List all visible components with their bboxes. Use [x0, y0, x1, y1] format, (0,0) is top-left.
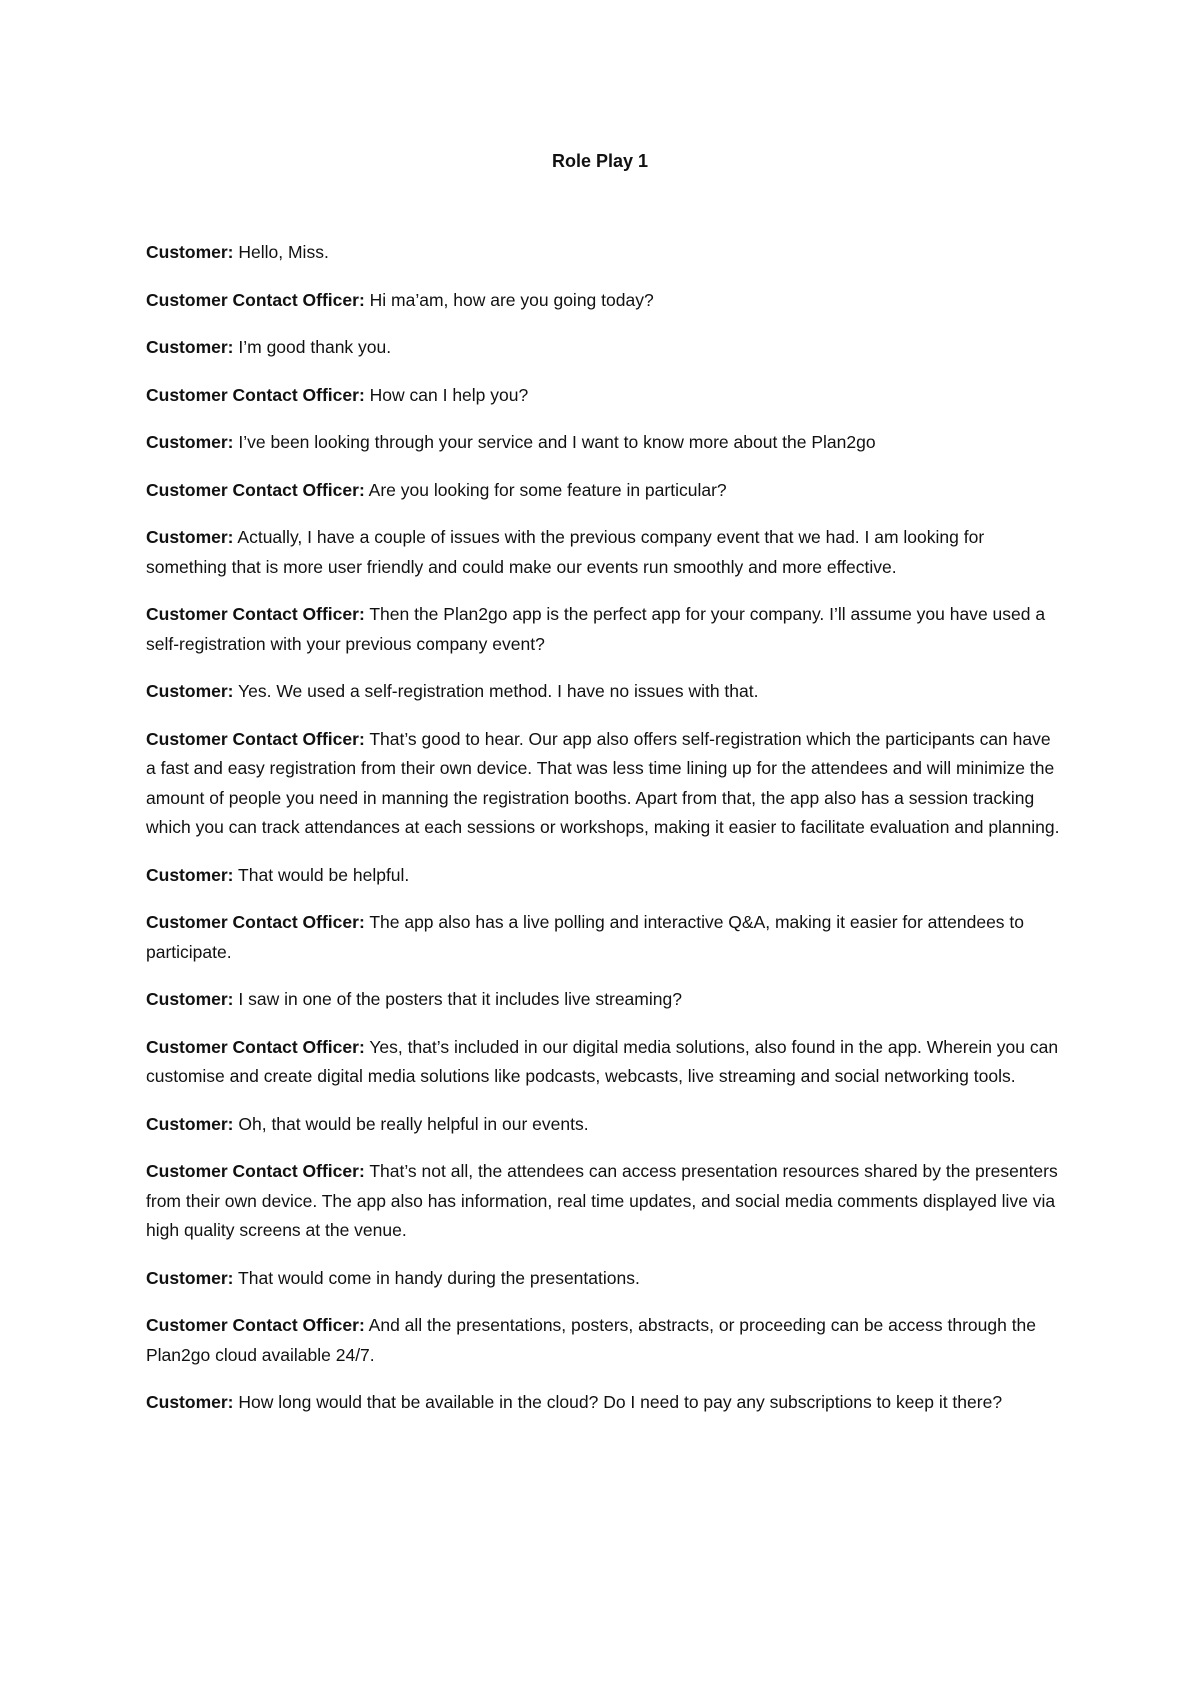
utterance: I saw in one of the posters that it includes live streaming? [233, 989, 682, 1009]
speaker-label: Customer: [146, 432, 234, 452]
dialogue-turn [146, 1388, 1062, 1418]
speaker-label: Customer: [146, 337, 234, 357]
speaker-label: Customer: [146, 681, 234, 701]
dialogue [146, 238, 1062, 1436]
dialogue-turn [146, 1311, 1062, 1370]
utterance: Then the Plan2go app is the perfect app for your company. I’ll assume you have used a self-registration with your previous company event? [146, 604, 1046, 654]
speaker-label: Customer: [146, 242, 234, 262]
utterance: Are you looking for some feature in particular? [364, 479, 727, 500]
speaker-label: Customer: [146, 989, 234, 1009]
dialogue-turn [146, 908, 1062, 967]
utterance: That would be helpful. [233, 864, 410, 885]
dialogue-turn [146, 238, 1062, 268]
dialogue-turn [146, 333, 1062, 363]
speaker-label: Customer Contact Officer: [146, 289, 365, 310]
speaker-label: Customer Contact Officer: [146, 479, 365, 500]
dialogue-turn [146, 985, 1062, 1015]
speaker-label: Customer Contact Officer: [146, 1036, 365, 1057]
dialogue-turn [146, 725, 1062, 843]
speaker-label: Customer: [146, 864, 234, 885]
dialogue-turn [146, 861, 1062, 891]
speaker-label: Customer: [146, 1392, 234, 1412]
utterance: Oh, that would be really helpful in our events. [233, 1113, 589, 1134]
speaker-label: Customer: [146, 527, 234, 547]
speaker-label: Customer: [146, 1267, 234, 1288]
utterance: How can I help you? [364, 384, 529, 405]
dialogue-turn [146, 381, 1062, 411]
dialogue-turn [146, 600, 1062, 659]
dialogue-turn [146, 286, 1062, 316]
dialogue-turn [146, 1157, 1062, 1246]
speaker-label: Customer Contact Officer: [146, 604, 365, 624]
dialogue-turn [146, 1033, 1062, 1092]
document-title: Role Play 1 [551, 151, 649, 171]
utterance: And all the presentations, posters, abstracts, or proceeding can be access through the Plan2go cloud available 24/7. [146, 1315, 1037, 1365]
dialogue-turn [146, 1264, 1062, 1294]
utterance: Yes. We used a self-registration method. I have no issues with that. [233, 681, 759, 701]
dialogue-turn [146, 428, 1062, 458]
dialogue-turn [146, 476, 1062, 506]
utterance: I’m good thank you. [233, 337, 392, 357]
dialogue-turn [146, 1110, 1062, 1140]
speaker-label: Customer Contact Officer: [146, 1161, 365, 1181]
speaker-label: Customer Contact Officer: [146, 912, 365, 932]
utterance: How long would that be available in the cloud? Do I need to pay any subscriptions to keep it there? [233, 1392, 1003, 1412]
utterance: I’ve been looking through your service and I want to know more about the Plan2go [233, 432, 876, 452]
speaker-label: Customer Contact Officer: [146, 1315, 365, 1335]
utterance: That’s not all, the attendees can access presentation resources shared by the presenters from their own device. The app also has information, real time updates, and social media comments displayed live via high quality screens at the venue. [146, 1161, 1058, 1240]
utterance: The app also has a live polling and interactive Q&A, making it easier for attendees to participate. [146, 912, 1025, 962]
utterance: Actually, I have a couple of issues with the previous company event that we had. I am looking for something that is more user friendly and could make our events run smoothly and more effective. [146, 527, 985, 577]
utterance: That’s good to hear. Our app also offers self-registration which the participants can have a fast and easy registration from their own device. That was less time lining up for the attendees and will minimize the amount of people you need in manning the registration booths. Apart from that, the app also has a session tracking which you can track attendances at each sessions or workshops, making it easier to facilitate evaluation and planning. [146, 728, 1060, 837]
dialogue-turn [146, 523, 1062, 582]
utterance: Hello, Miss. [233, 242, 329, 262]
utterance: Hi ma’am, how are you going today? [364, 289, 654, 310]
speaker-label: Customer: [146, 1113, 234, 1134]
dialogue-turn [146, 677, 1062, 707]
utterance: Yes, that’s included in our digital media solutions, also found in the app. Wherein you can customise and create digital media solutions like podcasts, webcasts, live streaming and social networking tools. [146, 1036, 1059, 1086]
speaker-label: Customer Contact Officer: [146, 384, 365, 405]
utterance: That would come in handy during the presentations. [233, 1267, 640, 1288]
speaker-label: Customer Contact Officer: [146, 728, 365, 749]
